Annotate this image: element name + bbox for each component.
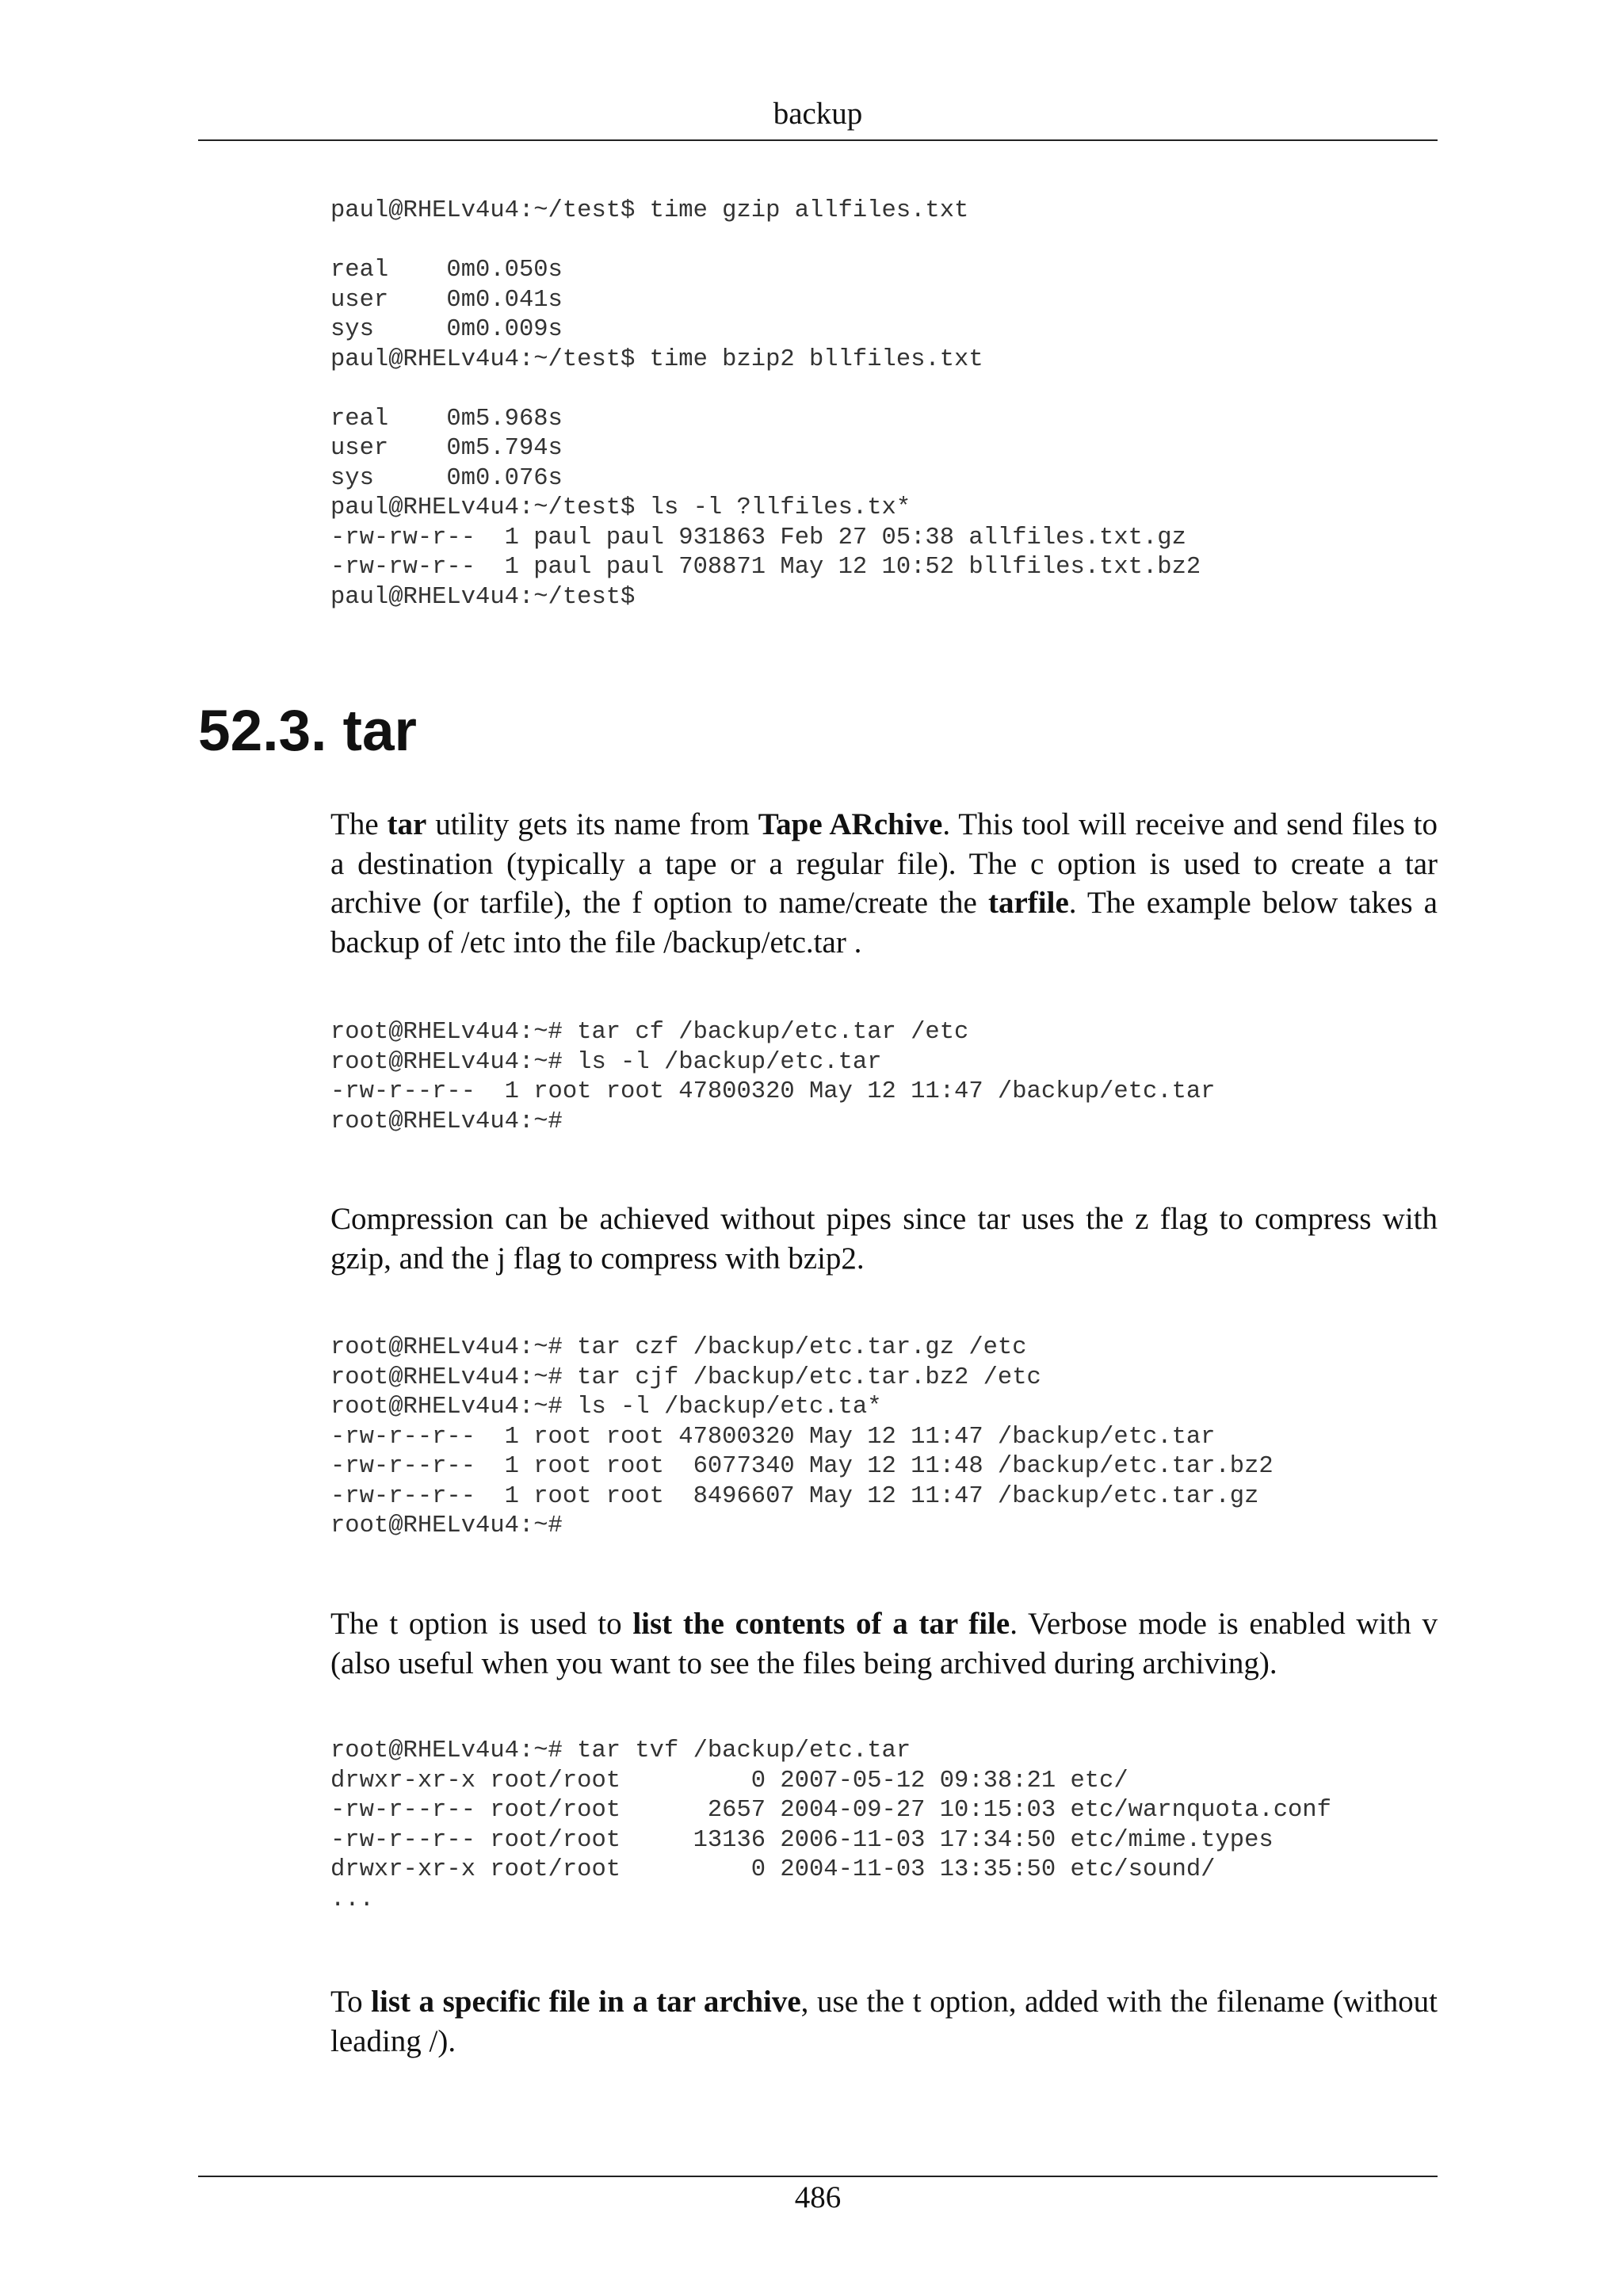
- code-line: -rw-r--r-- root/root 13136 2006-11-03 17:34:50 etc/mime.types: [330, 1826, 1274, 1854]
- code-line: real 0m5.968s: [330, 405, 563, 433]
- header-rule: [198, 139, 1438, 141]
- code-line: root@RHELv4u4:~# ls -l /backup/etc.tar: [330, 1048, 882, 1076]
- code-line: paul@RHELv4u4:~/test$ ls -l ?llfiles.tx*: [330, 494, 911, 521]
- para-text: . This tool will receive and send files to a destination (typically a tape or a regular file). The c option is used to create a tar archive (or tarfile), the f option to name/create the: [330, 807, 1438, 920]
- paragraph-compression: Compression can be achieved without pipes since tar uses the z flag to compress with gzip, and the j flag to compress with bzip2.: [330, 1202, 1438, 1276]
- code-line: -rw-r--r-- root/root 2657 2004-09-27 10:15:03 etc/warnquota.conf: [330, 1797, 1331, 1824]
- code-line: paul@RHELv4u4:~/test$ time bzip2 bllfiles.txt: [330, 345, 983, 373]
- para-text: The: [330, 807, 388, 841]
- para-bold-text: list the contents of a tar file: [632, 1607, 1010, 1641]
- code-line: drwxr-xr-x root/root 0 2007-05-12 09:38:21 etc/: [330, 1767, 1128, 1794]
- code-line: root@RHELv4u4:~# tar cf /backup/etc.tar /etc: [330, 1019, 969, 1046]
- para-bold-text: Tape ARchive: [758, 807, 943, 841]
- code-line: paul@RHELv4u4:~/test$: [330, 583, 636, 611]
- para-bold-text: list a specific file in a tar archive: [371, 1985, 801, 2019]
- code-line: [330, 227, 1201, 257]
- para-text: To: [330, 1985, 372, 2019]
- code-line: -rw-r--r-- 1 root root 47800320 May 12 11:47 /backup/etc.tar: [330, 1423, 1216, 1451]
- para-bold-text: tar: [387, 807, 427, 841]
- para-text: utility gets its name from: [426, 807, 758, 841]
- code-block-gzip-bzip2-timing: [330, 196, 1201, 612]
- paragraph-list-contents: [330, 1604, 1438, 1683]
- para-text: . Verbose mode is enabled with v (also useful when you want to see the files being archived during archiving).: [330, 1607, 1438, 1680]
- code-line: [330, 375, 1201, 405]
- section-heading: 52.3. tar: [198, 699, 417, 763]
- code-line: real 0m0.050s: [330, 257, 563, 284]
- code-line: -rw-r--r-- 1 root root 47800320 May 12 11:47 /backup/etc.tar: [330, 1078, 1216, 1105]
- paragraph-tar-intro: [330, 805, 1438, 962]
- code-line: root@RHELv4u4:~#: [330, 1512, 563, 1539]
- code-line: -rw-r--r-- 1 root root 6077340 May 12 11:48 /backup/etc.tar.bz2: [330, 1453, 1274, 1480]
- code-line: sys 0m0.009s: [330, 316, 563, 343]
- code-block-tar-compress: [330, 1333, 1274, 1542]
- code-line: sys 0m0.076s: [330, 464, 563, 492]
- code-line: paul@RHELv4u4:~/test$ time gzip allfiles.txt: [330, 197, 969, 224]
- code-line: root@RHELv4u4:~# ls -l /backup/etc.ta*: [330, 1394, 882, 1421]
- running-header: backup: [773, 97, 863, 131]
- para-bold-text: tarfile: [987, 886, 1069, 920]
- para-text: , use the t option, added with the filename (without leading /).: [330, 1985, 1438, 2058]
- code-line: user 0m0.041s: [330, 286, 563, 314]
- code-line: root@RHELv4u4:~# tar tvf /backup/etc.tar: [330, 1737, 911, 1764]
- para-text: . The example below takes a backup of /etc into the file /backup/etc.tar .: [330, 886, 1438, 959]
- code-line: user 0m5.794s: [330, 435, 563, 462]
- code-line: root@RHELv4u4:~# tar czf /backup/etc.tar.gz /etc: [330, 1334, 1027, 1361]
- code-line: ...: [330, 1886, 374, 1913]
- para-text: The t option is used to: [330, 1607, 633, 1641]
- code-block-tar-create: [330, 1018, 1215, 1137]
- code-line: -rw-rw-r-- 1 paul paul 931863 Feb 27 05:38 allfiles.txt.gz: [330, 524, 1186, 551]
- code-block-tar-list: [330, 1737, 1331, 1915]
- code-line: -rw-rw-r-- 1 paul paul 708871 May 12 10:52 bllfiles.txt.bz2: [330, 554, 1201, 581]
- code-line: root@RHELv4u4:~# tar cjf /backup/etc.tar.bz2 /etc: [330, 1363, 1041, 1391]
- code-line: drwxr-xr-x root/root 0 2004-11-03 13:35:50 etc/sound/: [330, 1856, 1216, 1883]
- code-line: -rw-r--r-- 1 root root 8496607 May 12 11:47 /backup/etc.tar.gz: [330, 1482, 1259, 1510]
- code-line: root@RHELv4u4:~#: [330, 1108, 563, 1135]
- page-number: 486: [794, 2180, 842, 2214]
- paragraph-list-specific-file: [330, 1982, 1438, 2061]
